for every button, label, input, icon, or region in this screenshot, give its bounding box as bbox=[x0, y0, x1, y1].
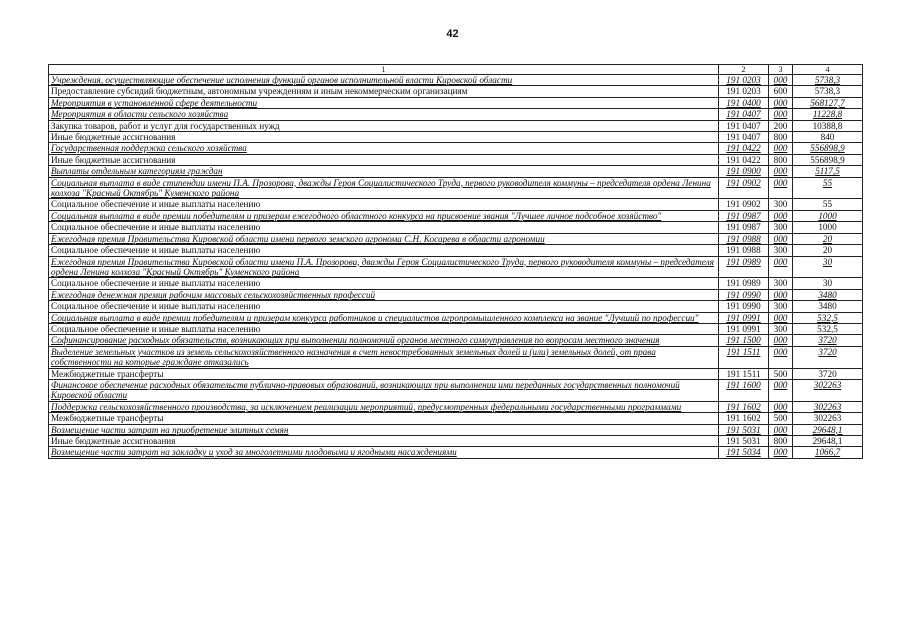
row-name: Социальное обеспечение и иные выплаты населению bbox=[49, 323, 719, 334]
table-header-row bbox=[49, 65, 863, 75]
row-code-text: 191 0900 bbox=[726, 166, 761, 177]
row-code bbox=[719, 447, 769, 458]
row-code: 191 0407 bbox=[719, 120, 769, 131]
row-code bbox=[719, 143, 769, 154]
row-type-text: 000 bbox=[773, 289, 788, 300]
row-amount-text: 556898,9 bbox=[810, 143, 845, 154]
row-amount: 20 bbox=[793, 245, 863, 256]
row-code-text: 191 0422 bbox=[726, 143, 761, 154]
row-amount: 1000 bbox=[793, 222, 863, 233]
row-name-text: Поддержка сельскохозяйственного производства, за исключением реализации мероприятий, предусмотренных федеральными государственными программами bbox=[51, 401, 682, 412]
row-name bbox=[49, 312, 719, 323]
row-type-text: 000 bbox=[773, 109, 788, 120]
table-row bbox=[49, 323, 863, 334]
row-amount bbox=[793, 166, 863, 177]
row-name bbox=[49, 346, 719, 368]
row-name bbox=[49, 210, 719, 221]
row-code: 191 0422 bbox=[719, 154, 769, 165]
row-name: Иные бюджетные ассигнования bbox=[49, 436, 719, 447]
table-row bbox=[49, 278, 863, 289]
row-amount bbox=[793, 210, 863, 221]
row-name: Иные бюджетные ассигнования bbox=[49, 154, 719, 165]
row-type bbox=[769, 312, 793, 323]
row-name bbox=[49, 447, 719, 458]
row-name bbox=[49, 177, 719, 199]
table-row bbox=[49, 143, 863, 154]
row-code-text: 191 1511 bbox=[726, 346, 761, 357]
row-code bbox=[719, 177, 769, 199]
table-row bbox=[49, 199, 863, 210]
row-type bbox=[769, 177, 793, 199]
row-type bbox=[769, 379, 793, 401]
row-type-text: 000 bbox=[773, 166, 788, 177]
row-name-text: Социальная выплата в виде премии победителям и призерам конкурса работников и специалистов агропромышленного комплекса на звание "Лучший по профессии" bbox=[51, 312, 699, 323]
table-row bbox=[49, 222, 863, 233]
row-code-text: 191 0988 bbox=[726, 233, 761, 244]
row-type-text: 000 bbox=[773, 312, 788, 323]
table-row bbox=[49, 75, 863, 86]
row-name-text: Финансовое обеспечение расходных обязательств публично-правовых образований, возникающих при выполнении ими переданных государственных полномочий Кировской области bbox=[51, 379, 680, 401]
row-code-text: 191 0991 bbox=[726, 312, 761, 323]
row-name bbox=[49, 401, 719, 412]
row-code bbox=[719, 379, 769, 401]
row-type: 800 bbox=[769, 154, 793, 165]
row-amount-text: 29648,1 bbox=[812, 424, 843, 435]
row-amount-text: 3720 bbox=[818, 346, 837, 357]
row-amount-text: 1000 bbox=[818, 210, 837, 221]
table-row bbox=[49, 256, 863, 278]
row-type bbox=[769, 424, 793, 435]
row-name bbox=[49, 379, 719, 401]
row-type bbox=[769, 289, 793, 300]
row-code bbox=[719, 289, 769, 300]
row-type: 500 bbox=[769, 368, 793, 379]
row-name-text: Учреждения, осуществляющие обеспечение исполнения функций органов исполнительной власти Кировской области bbox=[51, 75, 513, 85]
row-type: 300 bbox=[769, 323, 793, 334]
table-row bbox=[49, 368, 863, 379]
row-amount-text: 532,5 bbox=[817, 312, 838, 323]
table-row bbox=[49, 97, 863, 108]
row-amount-text: 3720 bbox=[818, 335, 837, 346]
row-type: 800 bbox=[769, 436, 793, 447]
row-code-text: 191 1500 bbox=[726, 335, 761, 346]
header-col-2: 2 bbox=[719, 65, 769, 75]
row-name bbox=[49, 166, 719, 177]
row-amount bbox=[793, 256, 863, 278]
row-amount: 5738,3 bbox=[793, 86, 863, 97]
row-amount-text: 302263 bbox=[813, 379, 842, 390]
row-type-text: 000 bbox=[773, 75, 788, 85]
row-amount bbox=[793, 312, 863, 323]
table-row bbox=[49, 346, 863, 368]
table-row bbox=[49, 413, 863, 424]
row-name bbox=[49, 97, 719, 108]
table-row bbox=[49, 245, 863, 256]
header-col-3: 3 bbox=[769, 65, 793, 75]
row-code bbox=[719, 256, 769, 278]
row-amount-text: 568127,7 bbox=[810, 97, 845, 108]
row-type bbox=[769, 346, 793, 368]
row-code bbox=[719, 233, 769, 244]
row-amount bbox=[793, 401, 863, 412]
row-type bbox=[769, 143, 793, 154]
row-type: 300 bbox=[769, 222, 793, 233]
row-code bbox=[719, 312, 769, 323]
table-row bbox=[49, 210, 863, 221]
row-name: Социальное обеспечение и иные выплаты населению bbox=[49, 199, 719, 210]
row-code-text: 191 5034 bbox=[726, 447, 761, 458]
row-name-text: Выплаты отдельным категориям граждан bbox=[51, 166, 223, 177]
row-type-text: 000 bbox=[773, 143, 788, 154]
row-code: 191 5031 bbox=[719, 436, 769, 447]
row-name-text: Возмещение части затрат на закладку и уход за многолетними плодовыми и ягодными насаждениями bbox=[51, 447, 457, 458]
row-name bbox=[49, 256, 719, 278]
row-amount: 29648,1 bbox=[793, 436, 863, 447]
row-name: Закупка товаров, работ и услуг для государственных нужд bbox=[49, 120, 719, 131]
row-code-text: 191 1602 bbox=[726, 401, 761, 412]
row-name: Социальное обеспечение и иные выплаты населению bbox=[49, 301, 719, 312]
row-code: 191 1511 bbox=[719, 368, 769, 379]
row-amount: 840 bbox=[793, 132, 863, 143]
table-row bbox=[49, 301, 863, 312]
row-type: 200 bbox=[769, 120, 793, 131]
row-type: 600 bbox=[769, 86, 793, 97]
row-code bbox=[719, 75, 769, 86]
row-name bbox=[49, 335, 719, 346]
table-row bbox=[49, 401, 863, 412]
row-amount bbox=[793, 379, 863, 401]
table-row bbox=[49, 177, 863, 199]
row-amount-text: 11228,8 bbox=[812, 109, 843, 120]
row-name-text: Мероприятия в области сельского хозяйства bbox=[51, 109, 229, 120]
row-name-text: Ежегодная денежная премия рабочим массовых сельскохозяйственных профессий bbox=[51, 289, 376, 300]
row-amount: 556898,9 bbox=[793, 154, 863, 165]
row-amount bbox=[793, 346, 863, 368]
row-code-text: 191 0203 bbox=[726, 75, 761, 85]
row-amount: 3480 bbox=[793, 301, 863, 312]
row-name: Иные бюджетные ассигнования bbox=[49, 132, 719, 143]
row-amount-text: 1066,7 bbox=[814, 447, 841, 458]
row-code-text: 191 0400 bbox=[726, 97, 761, 108]
row-amount bbox=[793, 289, 863, 300]
row-type-text: 000 bbox=[773, 335, 788, 346]
row-type bbox=[769, 256, 793, 278]
row-amount: 532,5 bbox=[793, 323, 863, 334]
row-type-text: 000 bbox=[773, 177, 788, 188]
row-type-text: 000 bbox=[773, 256, 788, 267]
row-code: 191 0989 bbox=[719, 278, 769, 289]
row-code bbox=[719, 166, 769, 177]
row-name-text: Социальная выплата в виде премии победителям и призерам ежегодного областного конкурса на присвоение звания "Лучшее личное подсобное хозяйство" bbox=[51, 210, 662, 221]
row-name-text: Ежегодная премия Правительства Кировской области имени первого земского агронома С.Н. Косарева в области агрономии bbox=[51, 233, 545, 244]
row-name: Социальное обеспечение и иные выплаты населению bbox=[49, 222, 719, 233]
row-code-text: 191 0407 bbox=[726, 109, 761, 120]
row-amount bbox=[793, 335, 863, 346]
table-row bbox=[49, 312, 863, 323]
row-amount-text: 20 bbox=[822, 233, 833, 244]
row-type: 300 bbox=[769, 245, 793, 256]
row-code-text: 191 0987 bbox=[726, 210, 761, 221]
row-amount: 55 bbox=[793, 199, 863, 210]
row-code: 191 0203 bbox=[719, 86, 769, 97]
row-amount: 30 bbox=[793, 278, 863, 289]
table-row bbox=[49, 86, 863, 97]
table-row bbox=[49, 132, 863, 143]
row-code bbox=[719, 424, 769, 435]
row-type: 300 bbox=[769, 278, 793, 289]
table-row bbox=[49, 120, 863, 131]
row-amount-text: 5738,3 bbox=[814, 75, 841, 85]
row-code bbox=[719, 346, 769, 368]
row-name: Предоставление субсидий бюджетным, автономным учреждениям и иным некоммерческим организациям bbox=[49, 86, 719, 97]
header-col-4: 4 bbox=[793, 65, 863, 75]
row-type bbox=[769, 210, 793, 221]
row-amount-text: 302263 bbox=[813, 401, 842, 412]
page-number: 42 bbox=[446, 28, 459, 40]
table-row bbox=[49, 233, 863, 244]
row-type bbox=[769, 75, 793, 86]
row-name bbox=[49, 424, 719, 435]
row-name bbox=[49, 289, 719, 300]
row-name: Социальное обеспечение и иные выплаты населению bbox=[49, 278, 719, 289]
row-amount bbox=[793, 447, 863, 458]
row-type-text: 000 bbox=[773, 424, 788, 435]
row-amount bbox=[793, 109, 863, 120]
row-code bbox=[719, 97, 769, 108]
row-code: 191 1602 bbox=[719, 413, 769, 424]
row-code bbox=[719, 401, 769, 412]
row-type bbox=[769, 335, 793, 346]
row-type: 300 bbox=[769, 199, 793, 210]
row-amount: 302263 bbox=[793, 413, 863, 424]
table-row bbox=[49, 335, 863, 346]
row-type bbox=[769, 401, 793, 412]
row-type-text: 000 bbox=[773, 233, 788, 244]
row-name-text: Выделение земельных участков из земель сельскохозяйственного назначения в счет невостребованных земельных долей и (или) земельных долей, от права собственности на которые граждане отказались bbox=[51, 346, 656, 368]
row-amount bbox=[793, 143, 863, 154]
row-type bbox=[769, 447, 793, 458]
row-type bbox=[769, 233, 793, 244]
table-row bbox=[49, 109, 863, 120]
header-col-1: 1 bbox=[49, 65, 719, 75]
row-name: Межбюджетные трансферты bbox=[49, 368, 719, 379]
row-code: 191 0990 bbox=[719, 301, 769, 312]
row-code: 191 0991 bbox=[719, 323, 769, 334]
row-amount-text: 5117,5 bbox=[815, 166, 840, 177]
row-type-text: 000 bbox=[773, 210, 788, 221]
row-type-text: 000 bbox=[773, 346, 788, 357]
row-type-text: 000 bbox=[773, 401, 788, 412]
row-code-text: 191 5031 bbox=[726, 424, 761, 435]
budget-table-body bbox=[49, 65, 863, 459]
row-code: 191 0407 bbox=[719, 132, 769, 143]
table-row bbox=[49, 289, 863, 300]
row-amount: 10388,8 bbox=[793, 120, 863, 131]
row-amount bbox=[793, 177, 863, 199]
row-code: 191 0902 bbox=[719, 199, 769, 210]
row-code-text: 191 1600 bbox=[726, 379, 761, 390]
table-row bbox=[49, 424, 863, 435]
row-name: Социальное обеспечение и иные выплаты населению bbox=[49, 245, 719, 256]
table-row bbox=[49, 154, 863, 165]
row-amount-text: 55 bbox=[822, 177, 833, 188]
row-amount-text: 3480 bbox=[818, 289, 837, 300]
row-type: 500 bbox=[769, 413, 793, 424]
row-code bbox=[719, 109, 769, 120]
table-row bbox=[49, 436, 863, 447]
row-type bbox=[769, 109, 793, 120]
row-amount-text: 30 bbox=[822, 256, 833, 267]
table-row bbox=[49, 447, 863, 458]
row-type-text: 000 bbox=[773, 379, 788, 390]
table-row bbox=[49, 166, 863, 177]
row-name-text: Государственная поддержка сельского хозяйства bbox=[51, 143, 247, 154]
budget-table bbox=[48, 64, 863, 459]
row-amount bbox=[793, 75, 863, 86]
row-code: 191 0987 bbox=[719, 222, 769, 233]
row-type: 800 bbox=[769, 132, 793, 143]
row-type bbox=[769, 97, 793, 108]
row-name bbox=[49, 233, 719, 244]
row-type-text: 000 bbox=[773, 97, 788, 108]
row-code bbox=[719, 335, 769, 346]
row-code: 191 0988 bbox=[719, 245, 769, 256]
row-code bbox=[719, 210, 769, 221]
row-amount: 3720 bbox=[793, 368, 863, 379]
row-code-text: 191 0902 bbox=[726, 177, 761, 188]
row-amount bbox=[793, 97, 863, 108]
row-type-text: 000 bbox=[773, 447, 788, 458]
row-type bbox=[769, 166, 793, 177]
row-amount bbox=[793, 424, 863, 435]
row-name-text: Мероприятия в установленной сфере деятельности bbox=[51, 97, 258, 108]
row-name: Межбюджетные трансферты bbox=[49, 413, 719, 424]
row-name bbox=[49, 143, 719, 154]
row-name bbox=[49, 75, 719, 86]
row-code-text: 191 0990 bbox=[726, 289, 761, 300]
row-name bbox=[49, 109, 719, 120]
row-name-text: Возмещение части затрат на приобретение элитных семян bbox=[51, 424, 289, 435]
row-name-text: Социальная выплата в виде стипендии имени П.А. Прозорова, дважды Героя Социалистического Труда, первого руководителя коммуны – председателя ордена Ленина колхоза "Красный Октябрь" Куменского района bbox=[51, 177, 711, 199]
row-amount bbox=[793, 233, 863, 244]
row-type: 300 bbox=[769, 301, 793, 312]
row-name-text: Софинансирование расходных обязательств, возникающих при выполнении полномочий органов местного самоуправления по вопросам местного значения bbox=[51, 335, 660, 346]
row-code-text: 191 0989 bbox=[726, 256, 761, 267]
table-row bbox=[49, 379, 863, 401]
row-name-text: Ежегодная премия Правительства Кировской области имени П.А. Прозорова, дважды Героя Социалистического Труда, первого руководителя коммуны – председателя ордена Ленина колхоза "Красный Октябрь" Куменского района bbox=[51, 256, 714, 277]
